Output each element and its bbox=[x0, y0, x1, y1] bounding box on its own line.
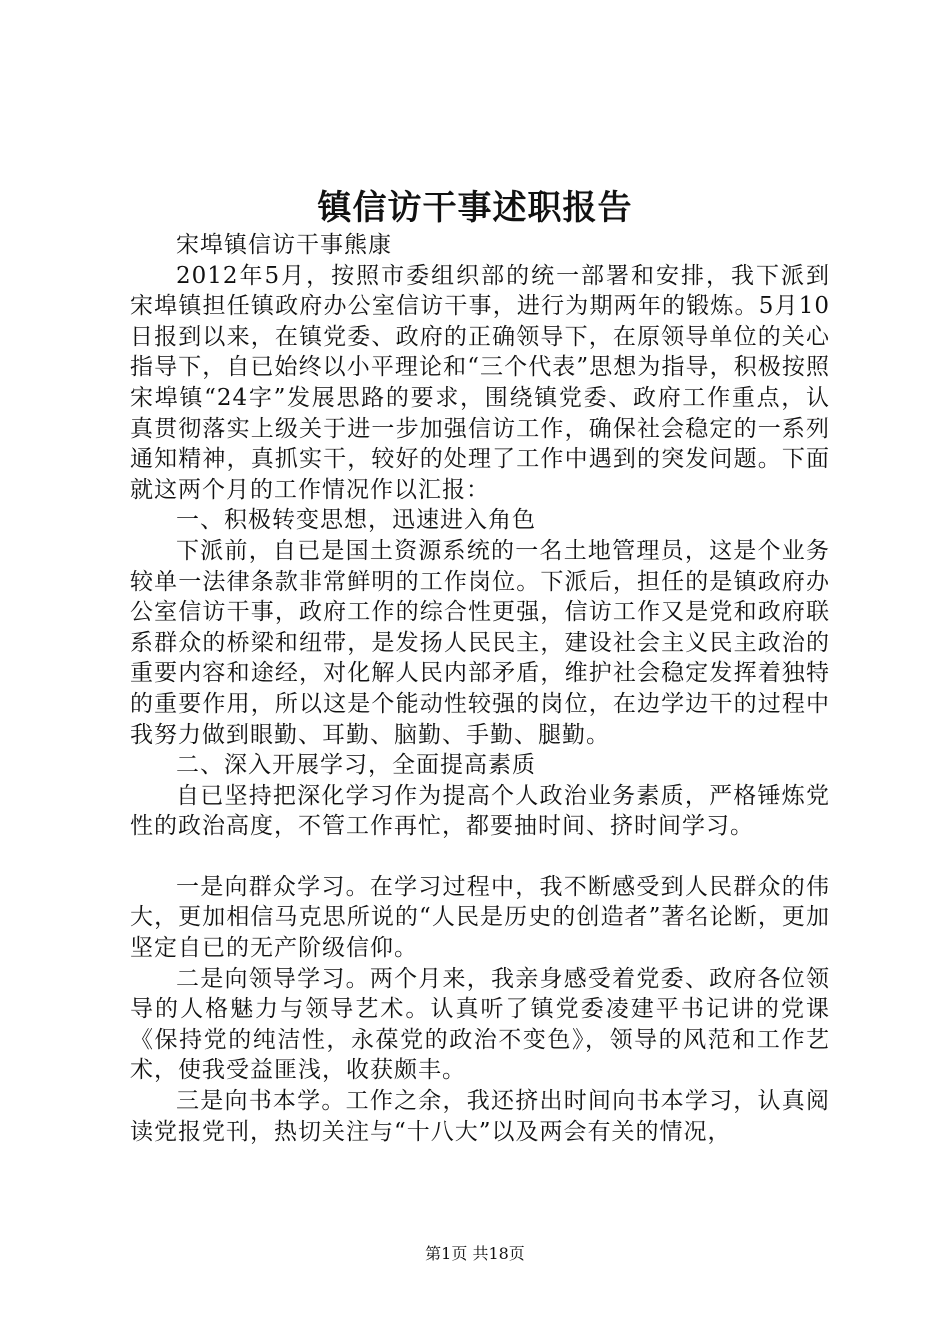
page-footer: 第1页 共18页 bbox=[425, 1244, 525, 1263]
section-2-paragraph: 自已坚持把深化学习作为提高个人政治业务素质，严格锤炼党性的政治高度，不管工作再忙，都要抽时间、挤时间学习。 bbox=[130, 782, 830, 840]
author-line: 宋埠镇信访干事熊康 bbox=[176, 232, 392, 258]
learning-point-1: 一是向群众学习。在学习过程中，我不断感受到人民群众的伟大，更加相信马克思所说的“人民是历史的创造者”著名论断，更加坚定自已的无产阶级信仰。 bbox=[130, 873, 830, 962]
section-heading-2: 二、深入开展学习，全面提高素质 bbox=[176, 752, 536, 779]
intro-paragraph: 2012年5月，按照市委组织部的统一部署和安排，我下派到宋埠镇担任镇政府办公室信访干事，进行为期两年的锻炼。5月10日报到以来，在镇党委、政府的正确领导下，在原领导单位的关心指导下，自已始终以小平理论和“三个代表”思想为指导，积极按照宋埠镇“24字”发展思路的要求，围绕镇党委、政府工作重点，认真贯彻落实上级关于进一步加强信访工作，确保社会稳定的一系列通知精神，真抓实干，较好的处理了工作中遇到的突发问题。下面就这两个月的工作情况作以汇报： bbox=[130, 262, 830, 503]
document-title: 镇信访干事述职报告 bbox=[317, 188, 633, 228]
section-heading-1: 一、积极转变思想，迅速进入角色 bbox=[176, 507, 536, 534]
learning-point-3: 三是向书本学。工作之余，我还挤出时间向书本学习，认真阅读党报党刊，热切关注与“十八大”以及两会有关的情况， bbox=[130, 1088, 830, 1145]
section-1-paragraph: 下派前，自已是国土资源系统的一名土地管理员，这是个业务较单一法律条款非常鲜明的工作岗位。下派后，担任的是镇政府办公室信访干事，政府工作的综合性更强，信访工作又是党和政府联系群众的桥梁和纽带，是发扬人民民主，建设社会主义民主政治的重要内容和途经，对化解人民内部矛盾，维护社会稳定发挥着独特的重要作用，所以这是个能动性较强的岗位，在边学边干的过程中我努力做到眼勤、耳勤、脑勤、手勤、腿勤。 bbox=[130, 537, 830, 748]
learning-point-2: 二是向领导学习。两个月来，我亲身感受着党委、政府各位领导的人格魅力与领导艺术。认真听了镇党委凌建平书记讲的党课《保持党的纯洁性，永葆党的政治不变色》，领导的风范和工作艺术，使我受益匪浅，收获颇丰。 bbox=[130, 965, 830, 1084]
paragraph-spacer bbox=[130, 842, 830, 872]
document-body bbox=[130, 230, 830, 1147]
